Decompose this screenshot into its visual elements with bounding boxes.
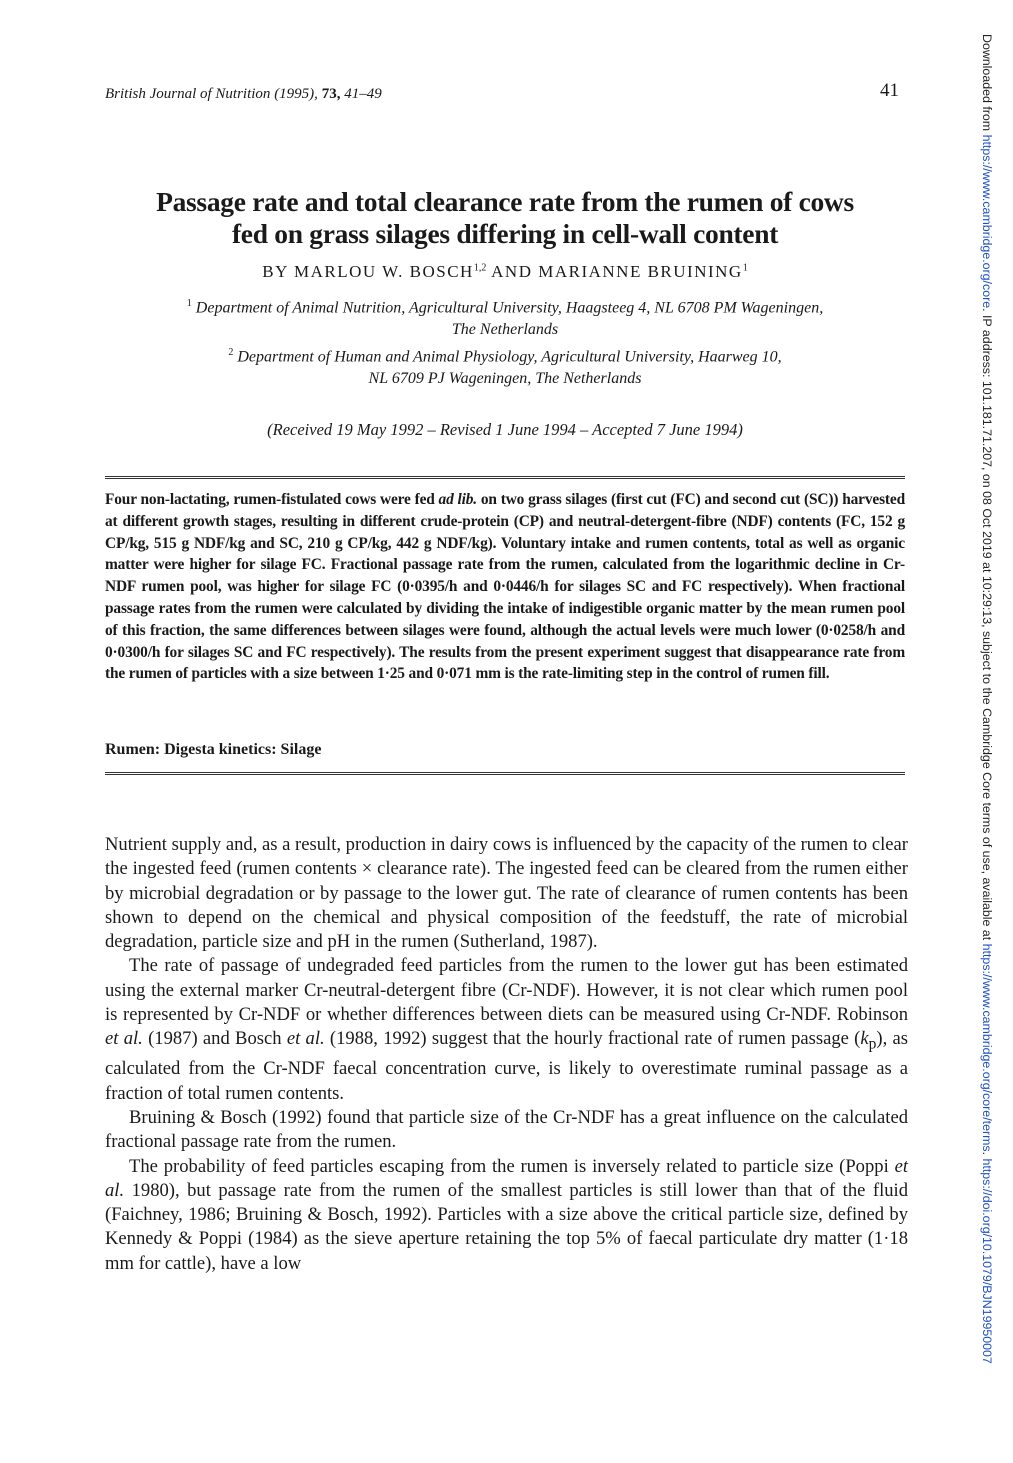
- abstract-ad-lib: ad lib.: [438, 491, 478, 508]
- page-number: 41: [880, 80, 899, 101]
- affiliation-2-line-1: Department of Human and Animal Physiology, Agricultural University, Haarweg 10,: [233, 348, 782, 366]
- author-line: [105, 262, 905, 282]
- affiliation-1: [105, 293, 905, 341]
- journal-name: British Journal of Nutrition: [105, 86, 271, 102]
- et-al: et al.: [105, 1028, 143, 1050]
- et-al: et al.: [286, 1028, 325, 1050]
- journal-pages: 41–49: [344, 86, 382, 102]
- abstract: [105, 489, 905, 685]
- abstract-bottom-rule: [105, 772, 905, 775]
- title-line-1: Passage rate and total clearance rate from the rumen of cows: [156, 186, 854, 217]
- received-dates-text: (Received 19 May 1992 – Revised 1 June 1994 – Accepted 7 June 1994): [267, 420, 743, 439]
- abstract-part-2: on two grass silages (first cut (FC) and second cut (SC)) harvested at different growth stages, resulting in different crude-protein (CP) and neutral-detergent-fibre (NDF) contents (FC, 152 g CP/kg, 515 g NDF/kg and SC, 210 g CP/kg, 442 g NDF/kg). Voluntary intake and rumen contents, total as well as organic matter were higher for silage FC. Fractional passage rate from the rumen, calculated from the logarithmic decline in Cr-NDF rumen pool, was higher for silage FC (0·0395/h and 0·0446/h for silages SC and FC respectively). When fractional passage rates from the rumen were calculated by dividing the intake of indigestible organic matter by the mean rumen pool of this fraction, the same differences between silages were found, although the actual levels were much lower (0·0258/h and 0·0300/h for silages SC and FC respectively). The results from the present experiment suggest that disappearance rate from the rumen of particles with a size between 1·25 and 0·071 mm is the rate-limiting step in the control of rumen fill.: [105, 491, 905, 683]
- journal-volume: 73,: [321, 86, 341, 102]
- paragraph-4: [105, 1155, 908, 1276]
- download-notice: [974, 34, 1000, 1434]
- title-line-2: fed on grass silages differing in cell-wall content: [231, 218, 779, 249]
- paragraph-2-part-1: The rate of passage of undegraded feed particles from the rumen to the lower gut has been estimated using the external marker Cr-neutral-detergent fibre (Cr-NDF). However, it is not clear which rumen pool is represented by Cr-NDF or whether differences between diets can be measured using Cr-NDF. Robinson: [105, 955, 908, 1026]
- affiliation-1-line-1: Department of Animal Nutrition, Agricultural University, Haagsteeg 4, NL 6708 PM Wageningen,: [191, 299, 824, 317]
- journal-year: (1995),: [274, 86, 318, 102]
- affiliation-2-mark: 2: [228, 347, 234, 358]
- kp-symbol: k: [860, 1028, 869, 1050]
- core-link[interactable]: https://www.cambridge.org/core: [980, 134, 994, 309]
- paragraph-4-part-1: The probability of feed particles escaping from the rumen is inversely related to particle size (Poppi: [129, 1155, 895, 1177]
- article-title: [105, 186, 905, 250]
- paragraph-1: Nutrient supply and, as a result, production in dairy cows is influenced by the capacity of the rumen to clear the ingested feed (rumen contents × clearance rate). The ingested feed can be cleared from the rumen either by microbial degradation or by passage to the lower gut. The rate of clearance of rumen contents has been shown to depend on the chemical and physical composition of the feedstuff, the rate of microbial degradation, particle size and pH in the rumen (Sutherland, 1987).: [105, 834, 908, 953]
- download-info: . IP address: 101.181.71.207, on 08 Oct 2019 at 10:29:13, subject to the Cambridge Core terms of use, available at: [980, 308, 994, 944]
- et-al: et al.: [105, 1155, 908, 1201]
- author-1: BY MARLOU W. BOSCH: [262, 262, 474, 281]
- affiliation-2-line-2: NL 6709 PJ Wageningen, The Netherlands: [368, 370, 642, 388]
- abstract-top-rule: [105, 476, 905, 479]
- paragraph-3: Bruining & Bosch (1992) found that particle size of the Cr-NDF has a great influence on the calculated fractional passage rate from the rumen.: [105, 1106, 908, 1153]
- affiliation-1-mark: 1: [186, 298, 192, 309]
- paragraph-2-part-4: ), as calculated from the Cr-NDF faecal concentration curve, is likely to overestimate ruminal passage as a fraction of total rumen contents.: [105, 1028, 909, 1104]
- running-head: [105, 86, 382, 103]
- affiliation-1-line-2: The Netherlands: [451, 321, 559, 339]
- paragraph-2-part-3: (1988, 1992) suggest that the hourly fractional rate of rumen passage (: [324, 1028, 861, 1050]
- doi-link[interactable]: https://doi.org/10.1079/BJN19950007: [980, 1158, 994, 1364]
- link-separator: .: [980, 1151, 994, 1159]
- kp-subscript: p: [868, 1036, 877, 1054]
- paragraph-2-part-2: (1987) and Bosch: [142, 1028, 287, 1050]
- affiliation-2: [105, 342, 905, 390]
- author-1-affil: 1,2: [473, 262, 487, 274]
- author-2-affil: 1: [742, 262, 748, 274]
- body-text: [105, 833, 908, 1276]
- abstract-part-1: Four non-lactating, rumen-fistulated cows were fed: [105, 491, 439, 508]
- author-2: AND MARIANNE BRUINING: [486, 262, 743, 281]
- paragraph-2: [105, 954, 908, 1106]
- download-prefix: Downloaded from: [980, 34, 994, 135]
- keywords: Rumen: Digesta kinetics: Silage: [105, 741, 322, 758]
- paragraph-4-part-2: 1980), but passage rate from the rumen of the smallest particles is still lower than that of the fluid (Faichney, 1986; Bruining & Bosch, 1992). Particles with a size above the critical particle size, defined by Kennedy & Poppi (1984) as the sieve aperture retaining the top 5% of faecal particulate dry matter (1·18 mm for cattle), have a low: [105, 1179, 908, 1274]
- terms-link[interactable]: https://www.cambridge.org/core/terms: [980, 943, 994, 1152]
- received-dates: [105, 420, 905, 440]
